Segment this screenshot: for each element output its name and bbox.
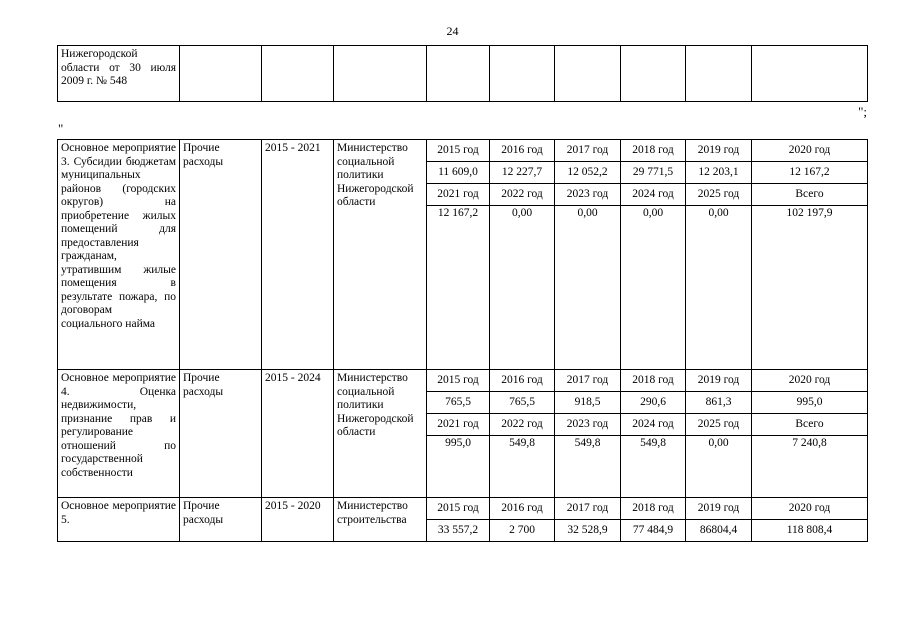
- total-header-cell: Всего: [752, 414, 868, 436]
- value-cell: 12 167,2: [427, 206, 490, 370]
- value-cell: 86804,4: [686, 520, 752, 542]
- value-cell: 0,00: [686, 206, 752, 370]
- total-value-cell: 102 197,9: [752, 206, 868, 370]
- year-header-cell: 2025 год: [686, 414, 752, 436]
- value-cell: 549,8: [490, 436, 555, 498]
- year-header-cell: 2018 год: [621, 370, 686, 392]
- value-cell: 918,5: [555, 392, 621, 414]
- value-cell: 12 167,2: [752, 162, 868, 184]
- year-header-cell: 2023 год: [555, 184, 621, 206]
- year-header-cell: 2017 год: [555, 370, 621, 392]
- value-cell: 765,5: [490, 392, 555, 414]
- year-header-cell: 2018 год: [621, 498, 686, 520]
- year-header-cell: 2015 год: [427, 370, 490, 392]
- empty-cell: [686, 46, 752, 102]
- closing-quote-mark: ";: [858, 104, 867, 119]
- value-cell: 118 808,4: [752, 520, 868, 542]
- table-top-fragment: [57, 45, 868, 102]
- value-cell: 77 484,9: [621, 520, 686, 542]
- year-header-cell: 2024 год: [621, 184, 686, 206]
- year-header-cell: 2017 год: [555, 498, 621, 520]
- value-cell: 0,00: [555, 206, 621, 370]
- value-cell: 995,0: [752, 392, 868, 414]
- year-header-cell: 2021 год: [427, 414, 490, 436]
- value-cell: 12 227,7: [490, 162, 555, 184]
- value-cell: 549,8: [621, 436, 686, 498]
- value-cell: 0,00: [621, 206, 686, 370]
- value-cell: 861,3: [686, 392, 752, 414]
- period-cell: 2015 - 2021: [262, 140, 334, 370]
- year-header-cell: 2017 год: [555, 140, 621, 162]
- empty-cell: [555, 46, 621, 102]
- empty-cell: [334, 46, 427, 102]
- year-header-cell: 2024 год: [621, 414, 686, 436]
- year-header-cell: 2016 год: [490, 498, 555, 520]
- value-cell: 0,00: [686, 436, 752, 498]
- year-header-cell: 2022 год: [490, 184, 555, 206]
- total-header-cell: Всего: [752, 184, 868, 206]
- year-header-cell: 2020 год: [752, 140, 868, 162]
- empty-cell: [490, 46, 555, 102]
- executor-cell: Министерство социальной политики Нижегородской области: [334, 140, 427, 370]
- opening-quote-mark: ": [58, 121, 64, 136]
- value-cell: 12 052,2: [555, 162, 621, 184]
- value-cell: 549,8: [555, 436, 621, 498]
- year-header-cell: 2016 год: [490, 370, 555, 392]
- year-header-cell: 2015 год: [427, 498, 490, 520]
- empty-cell: [427, 46, 490, 102]
- year-header-cell: 2025 год: [686, 184, 752, 206]
- year-header-cell: 2019 год: [686, 370, 752, 392]
- value-cell: 29 771,5: [621, 162, 686, 184]
- value-cell: 11 609,0: [427, 162, 490, 184]
- executor-cell: Министерство социальной политики Нижегородской области: [334, 370, 427, 498]
- value-cell: 12 203,1: [686, 162, 752, 184]
- year-header-cell: 2020 год: [752, 498, 868, 520]
- expense-type-cell: Прочие расходы: [180, 498, 262, 542]
- value-cell: 32 528,9: [555, 520, 621, 542]
- table-row-description: Основное мероприятие 5.: [58, 498, 180, 542]
- expense-type-cell: Прочие расходы: [180, 370, 262, 498]
- year-header-cell: 2019 год: [686, 498, 752, 520]
- table-row-description: Основное мероприятие 3. Субсидии бюджетам муниципальных районов (городских округов) на приобретение жилых помещений для предоставления гражданам, утратившим жилые помещения в результате пожара, по договорам социального найма: [58, 140, 180, 370]
- executor-cell: Министерство строительства: [334, 498, 427, 542]
- period-cell: 2015 - 2020: [262, 498, 334, 542]
- table-main: [57, 139, 868, 542]
- period-cell: 2015 - 2024: [262, 370, 334, 498]
- year-header-cell: 2021 год: [427, 184, 490, 206]
- year-header-cell: 2019 год: [686, 140, 752, 162]
- table-row-description: Основное мероприятие 4. Оценка недвижимости, признание прав и регулирование отношений по государственной собственности: [58, 370, 180, 498]
- year-header-cell: 2022 год: [490, 414, 555, 436]
- year-header-cell: 2016 год: [490, 140, 555, 162]
- year-header-cell: 2018 год: [621, 140, 686, 162]
- value-cell: 290,6: [621, 392, 686, 414]
- value-cell: 765,5: [427, 392, 490, 414]
- total-value-cell: 7 240,8: [752, 436, 868, 498]
- empty-cell: [262, 46, 334, 102]
- value-cell: 33 557,2: [427, 520, 490, 542]
- year-header-cell: 2020 год: [752, 370, 868, 392]
- top-row-text: Нижегородской области от 30 июля 2009 г. № 548: [58, 46, 180, 102]
- value-cell: 995,0: [427, 436, 490, 498]
- empty-cell: [180, 46, 262, 102]
- value-cell: 0,00: [490, 206, 555, 370]
- value-cell: 2 700: [490, 520, 555, 542]
- expense-type-cell: Прочие расходы: [180, 140, 262, 370]
- page-number: 24: [446, 24, 459, 38]
- empty-cell: [621, 46, 686, 102]
- year-header-cell: 2015 год: [427, 140, 490, 162]
- year-header-cell: 2023 год: [555, 414, 621, 436]
- empty-cell: [752, 46, 868, 102]
